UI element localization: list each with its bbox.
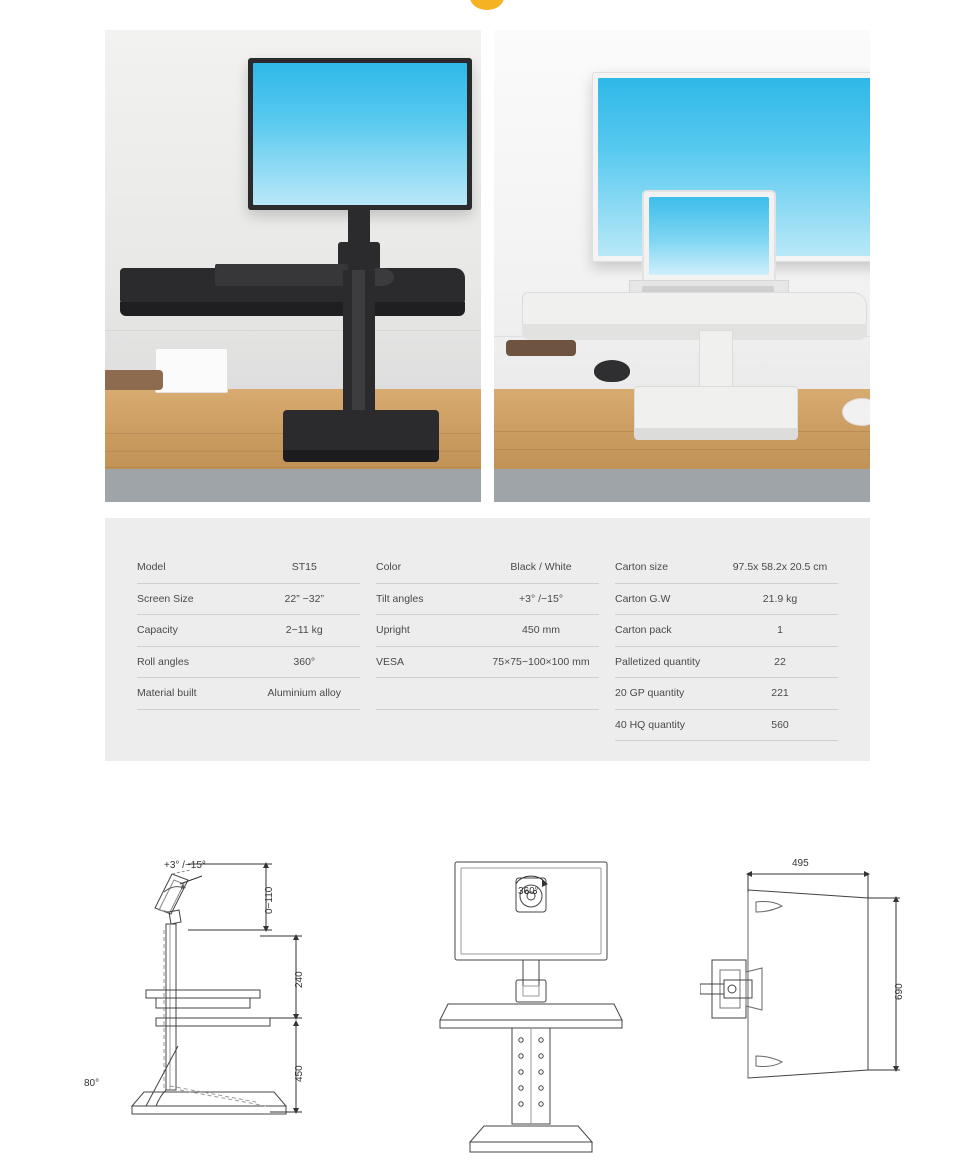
front-view-svg [430,840,660,1165]
table-row [615,615,838,647]
spec-value: 21.9 kg [762,592,798,605]
packed-carton-drawing [700,840,930,1165]
spec-value: 22” −32” [284,592,324,605]
spec-value: Aluminium alloy [267,687,342,700]
spec-value: 1 [777,624,783,637]
desk-edge [494,469,870,502]
mouse [594,360,630,382]
laptop-screen [642,190,776,282]
monitor [248,58,472,210]
desk-edge [105,469,481,502]
top-badge [470,0,504,10]
spec-key: Palletized quantity [615,655,701,668]
specification-table [129,552,846,741]
spec-key: Material built [137,687,197,700]
spec-key: Carton size [615,561,669,574]
spec-value: 22 [774,655,786,668]
spec-key: Capacity [137,624,178,637]
spec-column-3 [607,552,846,741]
table-row-spacer [137,710,360,741]
monitor-neck [348,210,370,244]
spec-value: ST15 [291,561,317,574]
base-plate [634,386,798,434]
spec-key: Color [376,561,402,574]
front-view-drawing [430,840,660,1165]
angle-80-label: 80° [84,1078,100,1089]
technical-drawings [0,840,975,1165]
work-surface [522,292,867,328]
work-surface-edge [120,302,465,316]
table-row [615,584,838,616]
table-row-spacer [376,710,599,741]
height-240-label: 240 [294,971,305,988]
desk-grain [105,467,481,468]
white-sit-stand-desk-converter-photo [494,30,870,502]
rotation-label: 360° [518,886,539,897]
side-view-svg [60,840,350,1165]
packed-carton-svg [700,840,930,1165]
spec-key: 20 GP quantity [615,687,685,700]
lift-column-highlight [352,270,365,422]
spec-key: Carton G.W [615,592,671,605]
desk-pad [105,370,163,390]
desk-grain [494,449,870,450]
spec-key: Screen Size [137,592,194,605]
base-plate-edge [283,450,439,462]
carton-height-label: 690 [894,983,905,1000]
spec-key: Carton pack [615,624,672,637]
spec-value: 450 mm [522,624,560,637]
base-plate-edge [634,428,798,440]
laptop-display [649,197,769,275]
table-row [137,552,360,584]
monitor-screen [253,63,467,205]
table-row [615,710,838,742]
spec-key: Tilt angles [376,592,424,605]
spec-key: Roll angles [137,655,189,668]
side-view-drawing [60,840,350,1165]
carton-width-label: 495 [792,858,809,869]
spec-column-1 [129,552,368,741]
table-row [376,584,599,616]
spec-value: 560 [771,718,789,731]
spec-value: 360° [293,655,316,668]
table-row [137,615,360,647]
table-row [137,647,360,679]
work-surface-edge [522,324,867,340]
keyboard [215,264,348,286]
desk-organizer [155,348,228,393]
spec-key: VESA [376,655,405,668]
product-photos [105,30,870,502]
travel-range-label: 0−110 [264,886,275,914]
spec-key: Upright [376,624,410,637]
height-450-label: 450 [294,1065,305,1082]
spec-key: Model [137,561,166,574]
spec-value: 221 [771,687,789,700]
spec-value: 2−11 kg [285,624,323,637]
wall-seam [105,330,481,331]
table-row-empty [376,678,599,710]
table-row [615,678,838,710]
desk-pad [506,340,576,356]
table-row [376,552,599,584]
table-row [376,615,599,647]
table-row [137,678,360,710]
spec-value: 97.5x 58.2x 20.5 cm [732,561,828,574]
spec-value: 75×75−100×100 mm [492,655,590,668]
table-row [376,647,599,679]
table-row [137,584,360,616]
tilt-angle-label: +3° /−15° [164,860,206,871]
black-sit-stand-desk-converter-photo [105,30,481,502]
specification-panel [105,518,870,761]
table-row [615,647,838,679]
spec-key: 40 HQ quantity [615,718,686,731]
spec-value: +3° /−15° [519,592,564,605]
table-row [615,552,838,584]
spec-value: Black / White [510,561,572,574]
spec-column-2 [368,552,607,741]
